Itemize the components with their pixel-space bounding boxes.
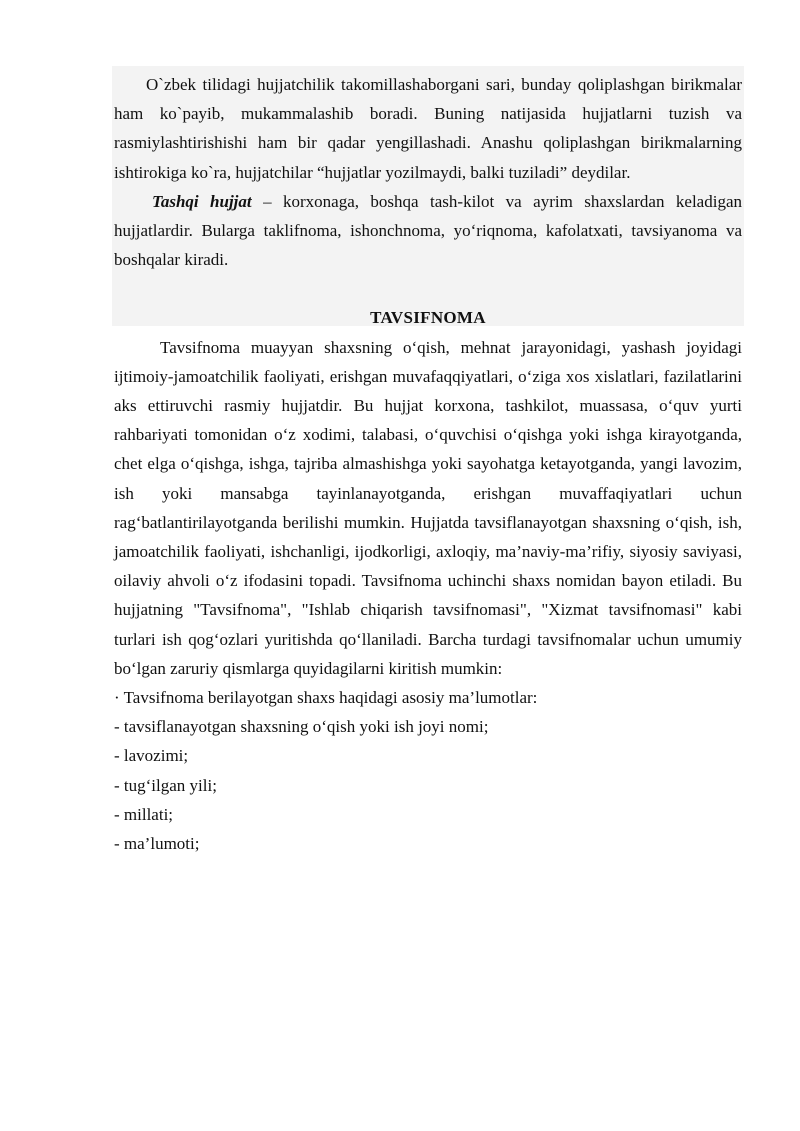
list-item: · Tavsifnoma berilayotgan shaxs haqidagi asosiy ma’lumotlar: bbox=[114, 688, 538, 708]
list-item: - lavozimi; bbox=[114, 746, 189, 766]
list-item: - tug‘ilgan yili; bbox=[114, 775, 217, 795]
document-page bbox=[114, 70, 742, 858]
intro-paragraph: O`zbek tilidagi hujjatchilik takomillashaborgani sari, bunday qoliplashgan birikmalar ham ko`payib, mukammalashib boradi. Buning natijasida hujjatlarni tuzish va rasmiylashtirishishi ham bir qadar yengillashadi. Anashu qoliplashgan birikmalarning ishtirokiga ko`ra, hujjatchilar “hujjatlar yozilmaydi, balki tuziladi” deydilar. bbox=[114, 75, 742, 182]
list-item: - tavsiflanayotgan shaxsning o‘qish yoki ish joyi nomi; bbox=[114, 717, 489, 737]
list-item: - millati; bbox=[114, 804, 174, 824]
section-title: TAVSIFNOMA bbox=[370, 308, 486, 328]
external-document-paragraph bbox=[114, 187, 742, 275]
list-item: - ma’lumoti; bbox=[114, 834, 200, 854]
section-body-paragraph: Tavsifnoma muayyan shaxsning o‘qish, mehnat jarayonidagi, yashash joyidagi ijtimoiy-jamoatchilik faoliyati, erishgan muvafaqqiyatlari, o‘ziga xos xislatlari, fazilatlarini aks ettiruvchi rasmiy hujjatdir. Bu hujjat korxona, tashkilot, muassasa, o‘quv yurti rahbariyati tomonidan o‘z xodimi, talabasi, o‘quvchisi o‘qishga yoki ishga kirayotganda, chet elga o‘qishga, ishga, tajriba almashishga yoki sayohatga ketayotganda, yangi lavozim, ish yoki mansabga tayinlanayotganda, erishgan muvaffaqiyatlari uchun rag‘batlantirilayotganda berilishi mumkin. Hujjatda tavsiflanayotgan shaxsning o‘qish, ish, jamoatchilik faoliyati, ishchanligi, ijodkorligi, axloqiy, ma’naviy-ma’rifiy, siyosiy saviyasi, oilaviy ahvoli o‘z ifodasini topadi. Tavsifnoma uchinchi shaxs nomidan bayon etiladi. Bu hujjatning "Tavsifnoma", "Ishlab chiqarish tavsifnomasi", "Xizmat tavsifnomasi" kabi turlari ish qog‘ozlari yuritishda qo‘llaniladi. Barcha turdagi tavsifnomalar uchun umumiy bo‘lgan zaruriy qismlarga quyidagilarni kiritish mumkin: bbox=[114, 337, 742, 678]
external-document-definition: – korxonaga, boshqa tash-kilot va ayrim shaxslardan keladigan hujjatlardir. Bularga taklifnoma, ishonchnoma, yo‘riqnoma, kafolatxati, tavsiyanoma va boshqalar kiradi. bbox=[114, 191, 742, 270]
term-external-document: Tashqi hujjat bbox=[152, 191, 252, 211]
